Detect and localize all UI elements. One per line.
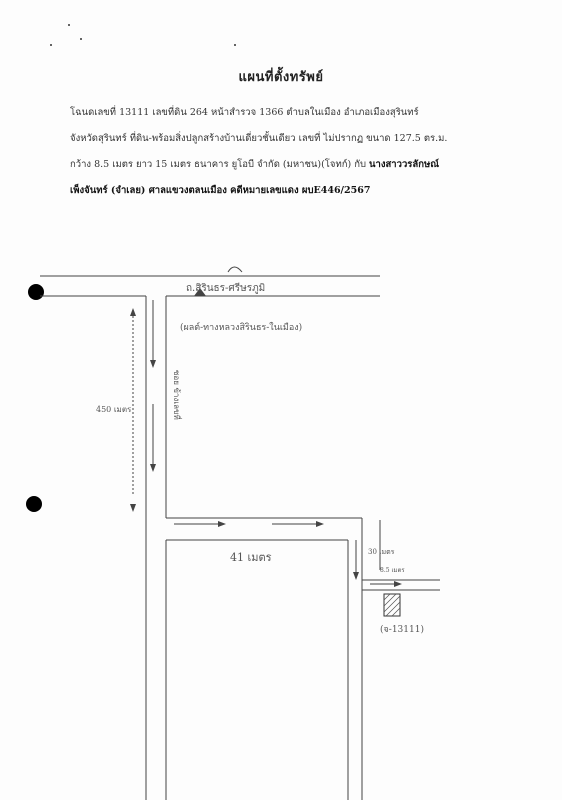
arrow-head	[130, 504, 136, 512]
defendant-name: นางสาววรลักษณ์	[369, 159, 440, 170]
arrow-head	[353, 572, 359, 580]
distance-label-middle: 41 เมตร	[230, 551, 272, 564]
page-title: แผนที่ตั้งทรัพย์	[238, 70, 324, 85]
arrow-head	[150, 360, 156, 368]
arrow-head	[150, 464, 156, 472]
case-details: เพ็งจันทร์ (จำเลย) ศาลแขวงตลนเมือง คดีหมายเลขแดง ผบE446/2567	[70, 185, 371, 196]
description-line-3-text: กว้าง 8.5 เมตร ยาว 15 เมตร ธนาคาร ยูโอบี จำกัด (มหาชน)(โจทก์) กับ	[70, 159, 366, 170]
handwriting-mark	[228, 267, 242, 272]
description-line-1: โฉนดเลขที่ 13111 เลขที่ดิน 264 หน้าสำรวจ 1366 ตำบลในเมือง อำเภอเมืองสุรินทร์	[70, 107, 419, 118]
soi-label-vertical: ซอย ข้างเลขที่	[172, 370, 181, 420]
road-name-sub: (ผลต์-ทางหลวงสิรินธร-ในเมือง)	[180, 323, 303, 333]
small-dimension-label: 8.5 เมตร	[380, 567, 405, 574]
arrow-head	[130, 308, 136, 316]
arrow-head	[394, 581, 402, 587]
plot-label: (จ-13111)	[380, 625, 424, 635]
arrow-head	[218, 521, 226, 527]
property-plot-hatch	[384, 594, 400, 616]
distance-label-right: 30 เมตร	[368, 548, 395, 556]
description-line-2: จังหวัดสุรินทร์ ที่ดิน-พร้อมสิ่งปลูกสร้างบ้านเดี่ยวชั้นเดียว เลขที่ ไม่ปรากฏ ขนาด 127.5 ตร.ม.	[70, 133, 448, 144]
distance-label-left: 450 เมตร	[96, 405, 132, 414]
arrow-head	[316, 521, 324, 527]
road-name-top: ถ.สิรินธร-ศรีษรภูมิ	[186, 283, 266, 294]
